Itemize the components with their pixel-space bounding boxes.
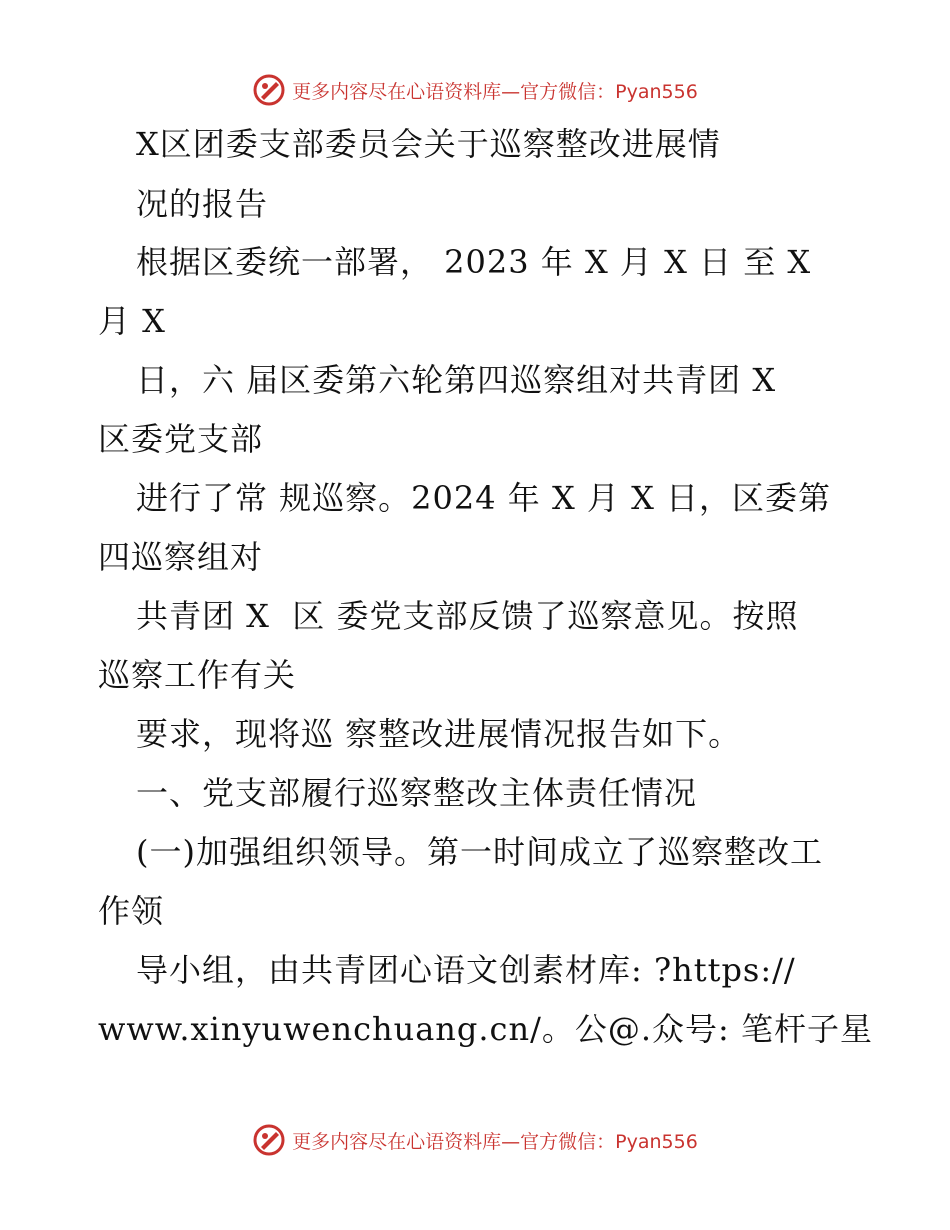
header-banner-text: 更多内容尽在心语资料库—官方微信：Pyan556	[292, 80, 698, 103]
brand-logo-icon	[252, 73, 286, 107]
section-heading: 一、党支部履行巡察整改主体责任情况	[136, 774, 698, 812]
doc-line: 月 X	[98, 302, 166, 340]
doc-title-line-1: X区团委支部委员会关于巡察整改进展情	[136, 125, 721, 163]
doc-line: 根据区委统一部署， 2023 年 X 月 X 日 至 X	[136, 243, 812, 281]
doc-line: 区委党支部	[98, 420, 264, 458]
doc-line: 四巡察组对	[98, 538, 264, 576]
doc-line: www.xinyuwenchuang.cn/。公@.众号: 笔杆子星	[98, 1010, 873, 1048]
footer-banner-text: 更多内容尽在心语资料库—官方微信：Pyan556	[292, 1130, 698, 1153]
doc-line: 共青团 X 区 委党支部反馈了巡察意见。按照	[136, 597, 799, 635]
doc-line: 作领	[98, 892, 165, 930]
doc-title-line-2: 况的报告	[136, 185, 269, 223]
doc-line: 日，六 届区委第六轮第四巡察组对共青团 X	[136, 361, 777, 399]
header-banner	[0, 70, 950, 110]
doc-line: 进行了常 规巡察。2024 年 X 月 X 日，区委第	[136, 479, 832, 517]
footer-banner	[0, 1120, 950, 1160]
doc-line: 巡察工作有关	[98, 656, 297, 694]
brand-logo-icon	[252, 1123, 286, 1157]
doc-line: 要求，现将巡 察整改进展情况报告如下。	[136, 715, 742, 753]
doc-line: (一)加强组织领导。第一时间成立了巡察整改工	[136, 833, 823, 871]
doc-line: 导小组，由共青团心语文创素材库: ?https://	[136, 951, 796, 989]
